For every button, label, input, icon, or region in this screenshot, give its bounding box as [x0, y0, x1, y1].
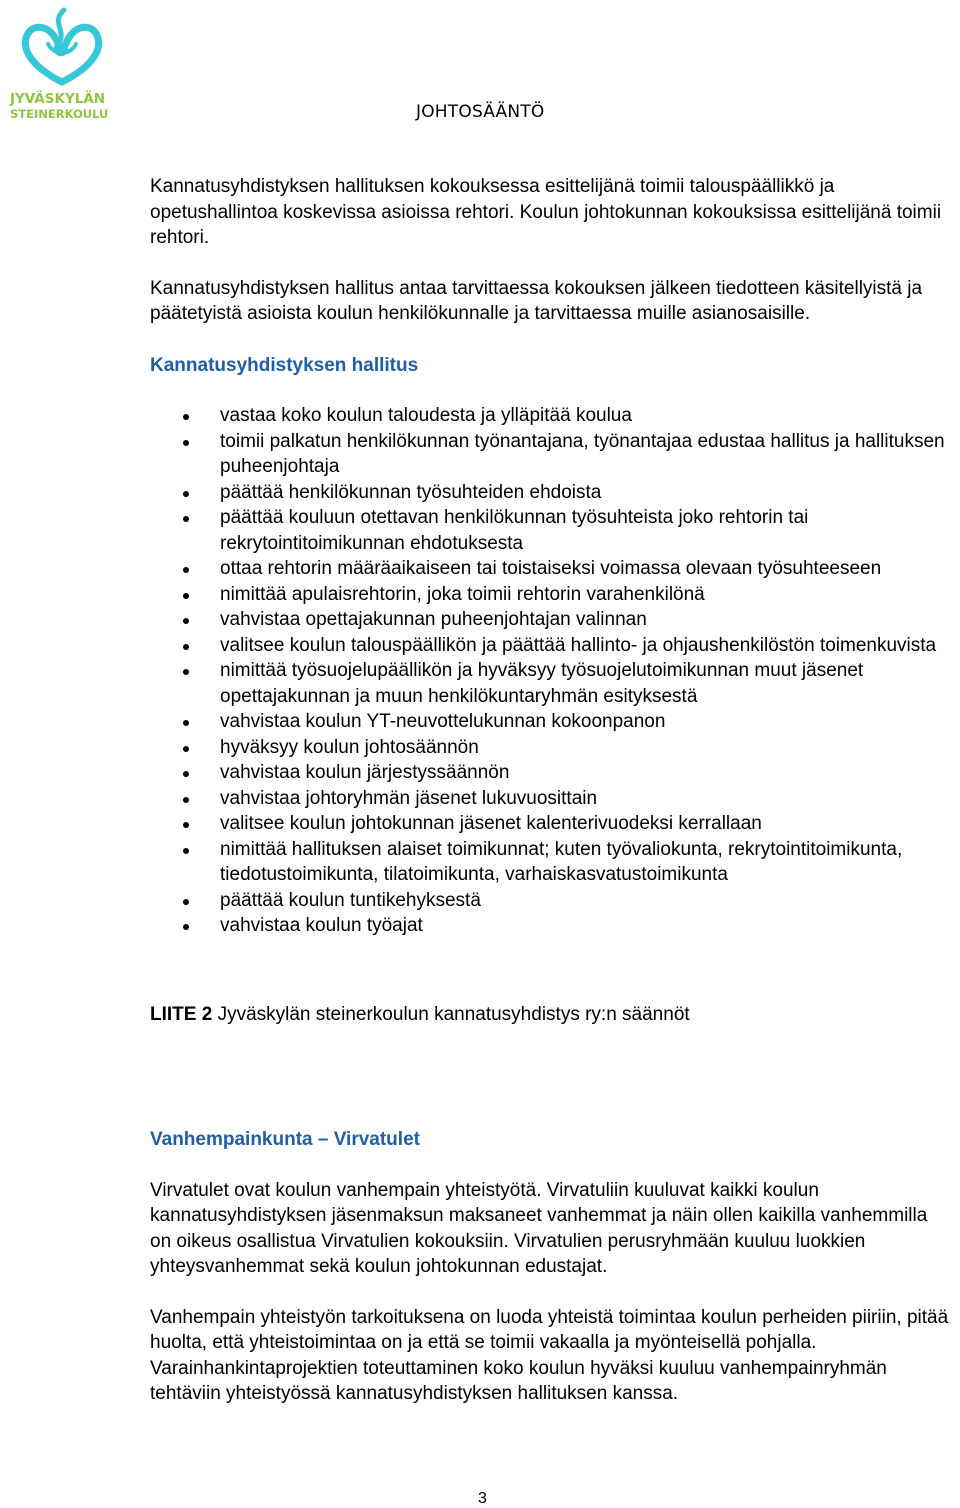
- paragraph-parents-purpose: Vanhempain yhteistyön tarkoituksena on luoda yhteistä toimintaa koulun perheiden piiriin, pitää huolta, että yhteistoimintaa on ja että se toimii vakaalla ja myönteisellä pohjalla. Varainhankintaprojektien toteuttaminen koko koulun hyväksi kuuluu vanhempainryhmän tehtäviin yhteistyössä kannatusyhdistyksen hallituksen kanssa.: [150, 1306, 949, 1404]
- list-item: nimittää hallituksen alaiset toimikunnat; kuten työvaliokunta, rekrytointitoimikunta, tiedotustoimikunta, tilatoimikunta, varhaiskasvatustoimikunta: [150, 837, 960, 888]
- bullet-icon: [183, 720, 189, 726]
- bullet-icon: [183, 899, 189, 905]
- list-item: hyväksyy koulun johtosäännön: [150, 735, 960, 761]
- bullet-icon: [183, 414, 189, 420]
- list-item: vahvistaa opettajakunnan puheenjohtajan valinnan: [150, 607, 960, 633]
- list-item: toimii palkatun henkilökunnan työnantajana, työnantajaa edustaa hallitus ja hallituksen puheenjohtaja: [150, 429, 960, 480]
- list-item: vahvistaa koulun työajat: [150, 913, 960, 939]
- appendix-reference: [150, 1002, 950, 1028]
- list-item: ottaa rehtorin määräaikaiseen tai toistaiseksi voimassa olevaan työsuhteeseen: [150, 556, 960, 582]
- bullet-icon: [183, 516, 189, 522]
- heart-flame-logo-icon: [8, 4, 118, 122]
- bullet-icon: [183, 822, 189, 828]
- list-item: nimittää työsuojelupäällikön ja hyväksyy työsuojelutoimikunnan muut jäsenet opettajakunnan ja muun henkilökuntaryhmän esityksestä: [150, 658, 960, 709]
- page-number: 3: [478, 1490, 487, 1507]
- bullet-icon: [183, 669, 189, 675]
- section-heading-board: Kannatusyhdistyksen hallitus: [150, 354, 419, 376]
- list-item: päättää kouluun otettavan henkilökunnan työsuhteista joko rehtorin tai rekrytointitoimikunnan ehdotuksesta: [150, 505, 960, 556]
- document-body: [150, 174, 950, 1407]
- bullet-icon: [183, 567, 189, 573]
- document-title: JOHTOSÄÄNTÖ: [416, 102, 545, 122]
- bullet-icon: [183, 491, 189, 497]
- bullet-icon: [183, 618, 189, 624]
- appendix-label: LIITE 2: [150, 1003, 213, 1025]
- bullet-icon: [183, 771, 189, 777]
- list-item: valitsee koulun johtokunnan jäsenet kalenterivuodeksi kerrallaan: [150, 811, 960, 837]
- bullet-icon: [183, 746, 189, 752]
- bullet-icon: [183, 924, 189, 930]
- paragraph-parents-intro: Virvatulet ovat koulun vanhempain yhteistyötä. Virvatuliin kuuluvat kaikki koulun kannatusyhdistyksen jäsenmaksun maksaneet vanhemmat ja näin ollen kaikilla vanhemmilla on oikeus osallistua Virvatulien kokouksiin. Virvatulien perusryhmään kuuluu luokkien yhteysvanhemmat sekä koulun johtokunnan edustajat.: [150, 1179, 928, 1277]
- list-item: vahvistaa koulun järjestyssäännön: [150, 760, 960, 786]
- logo-text-line1: JYVÄSKYLÄN: [10, 91, 106, 107]
- school-logo: [8, 4, 118, 122]
- bullet-icon: [183, 593, 189, 599]
- list-item: vahvistaa johtoryhmän jäsenet lukuvuosittain: [150, 786, 960, 812]
- bullet-icon: [183, 797, 189, 803]
- paragraph-announcement: Kannatusyhdistyksen hallitus antaa tarvittaessa kokouksen jälkeen tiedotteen käsitellyistä ja päätetyistä asioista koulun henkilökunnalle ja tarvittaessa muille asianosaisille.: [150, 277, 923, 324]
- list-item: valitsee koulun talouspäällikön ja päättää hallinto- ja ohjaushenkilöstön toimenkuvista: [150, 633, 960, 659]
- section-heading-parents: Vanhempainkunta – Virvatulet: [150, 1129, 420, 1150]
- list-item: päättää henkilökunnan työsuhteiden ehdoista: [150, 480, 960, 506]
- appendix-text: Jyväskylän steinerkoulun kannatusyhdistys ry:n säännöt: [212, 1003, 690, 1025]
- bullet-icon: [183, 440, 189, 446]
- list-item: vastaa koko koulun taloudesta ja ylläpitää koulua: [150, 403, 960, 429]
- board-duties-list: [150, 403, 950, 939]
- list-item: päättää koulun tuntikehyksestä: [150, 888, 960, 914]
- list-item: nimittää apulaisrehtorin, joka toimii rehtorin varahenkilönä: [150, 582, 960, 608]
- bullet-icon: [183, 848, 189, 854]
- paragraph-presenter: Kannatusyhdistyksen hallituksen kokouksessa esittelijänä toimii talouspäällikkö ja opetushallintoa koskevissa asioissa rehtori. Koulun johtokunnan kokouksissa esittelijänä toimii rehtori.: [150, 176, 942, 248]
- logo-text-line2: STEINERKOULU: [10, 107, 109, 121]
- list-item: vahvistaa koulun YT-neuvottelukunnan kokoonpanon: [150, 709, 960, 735]
- bullet-icon: [183, 644, 189, 650]
